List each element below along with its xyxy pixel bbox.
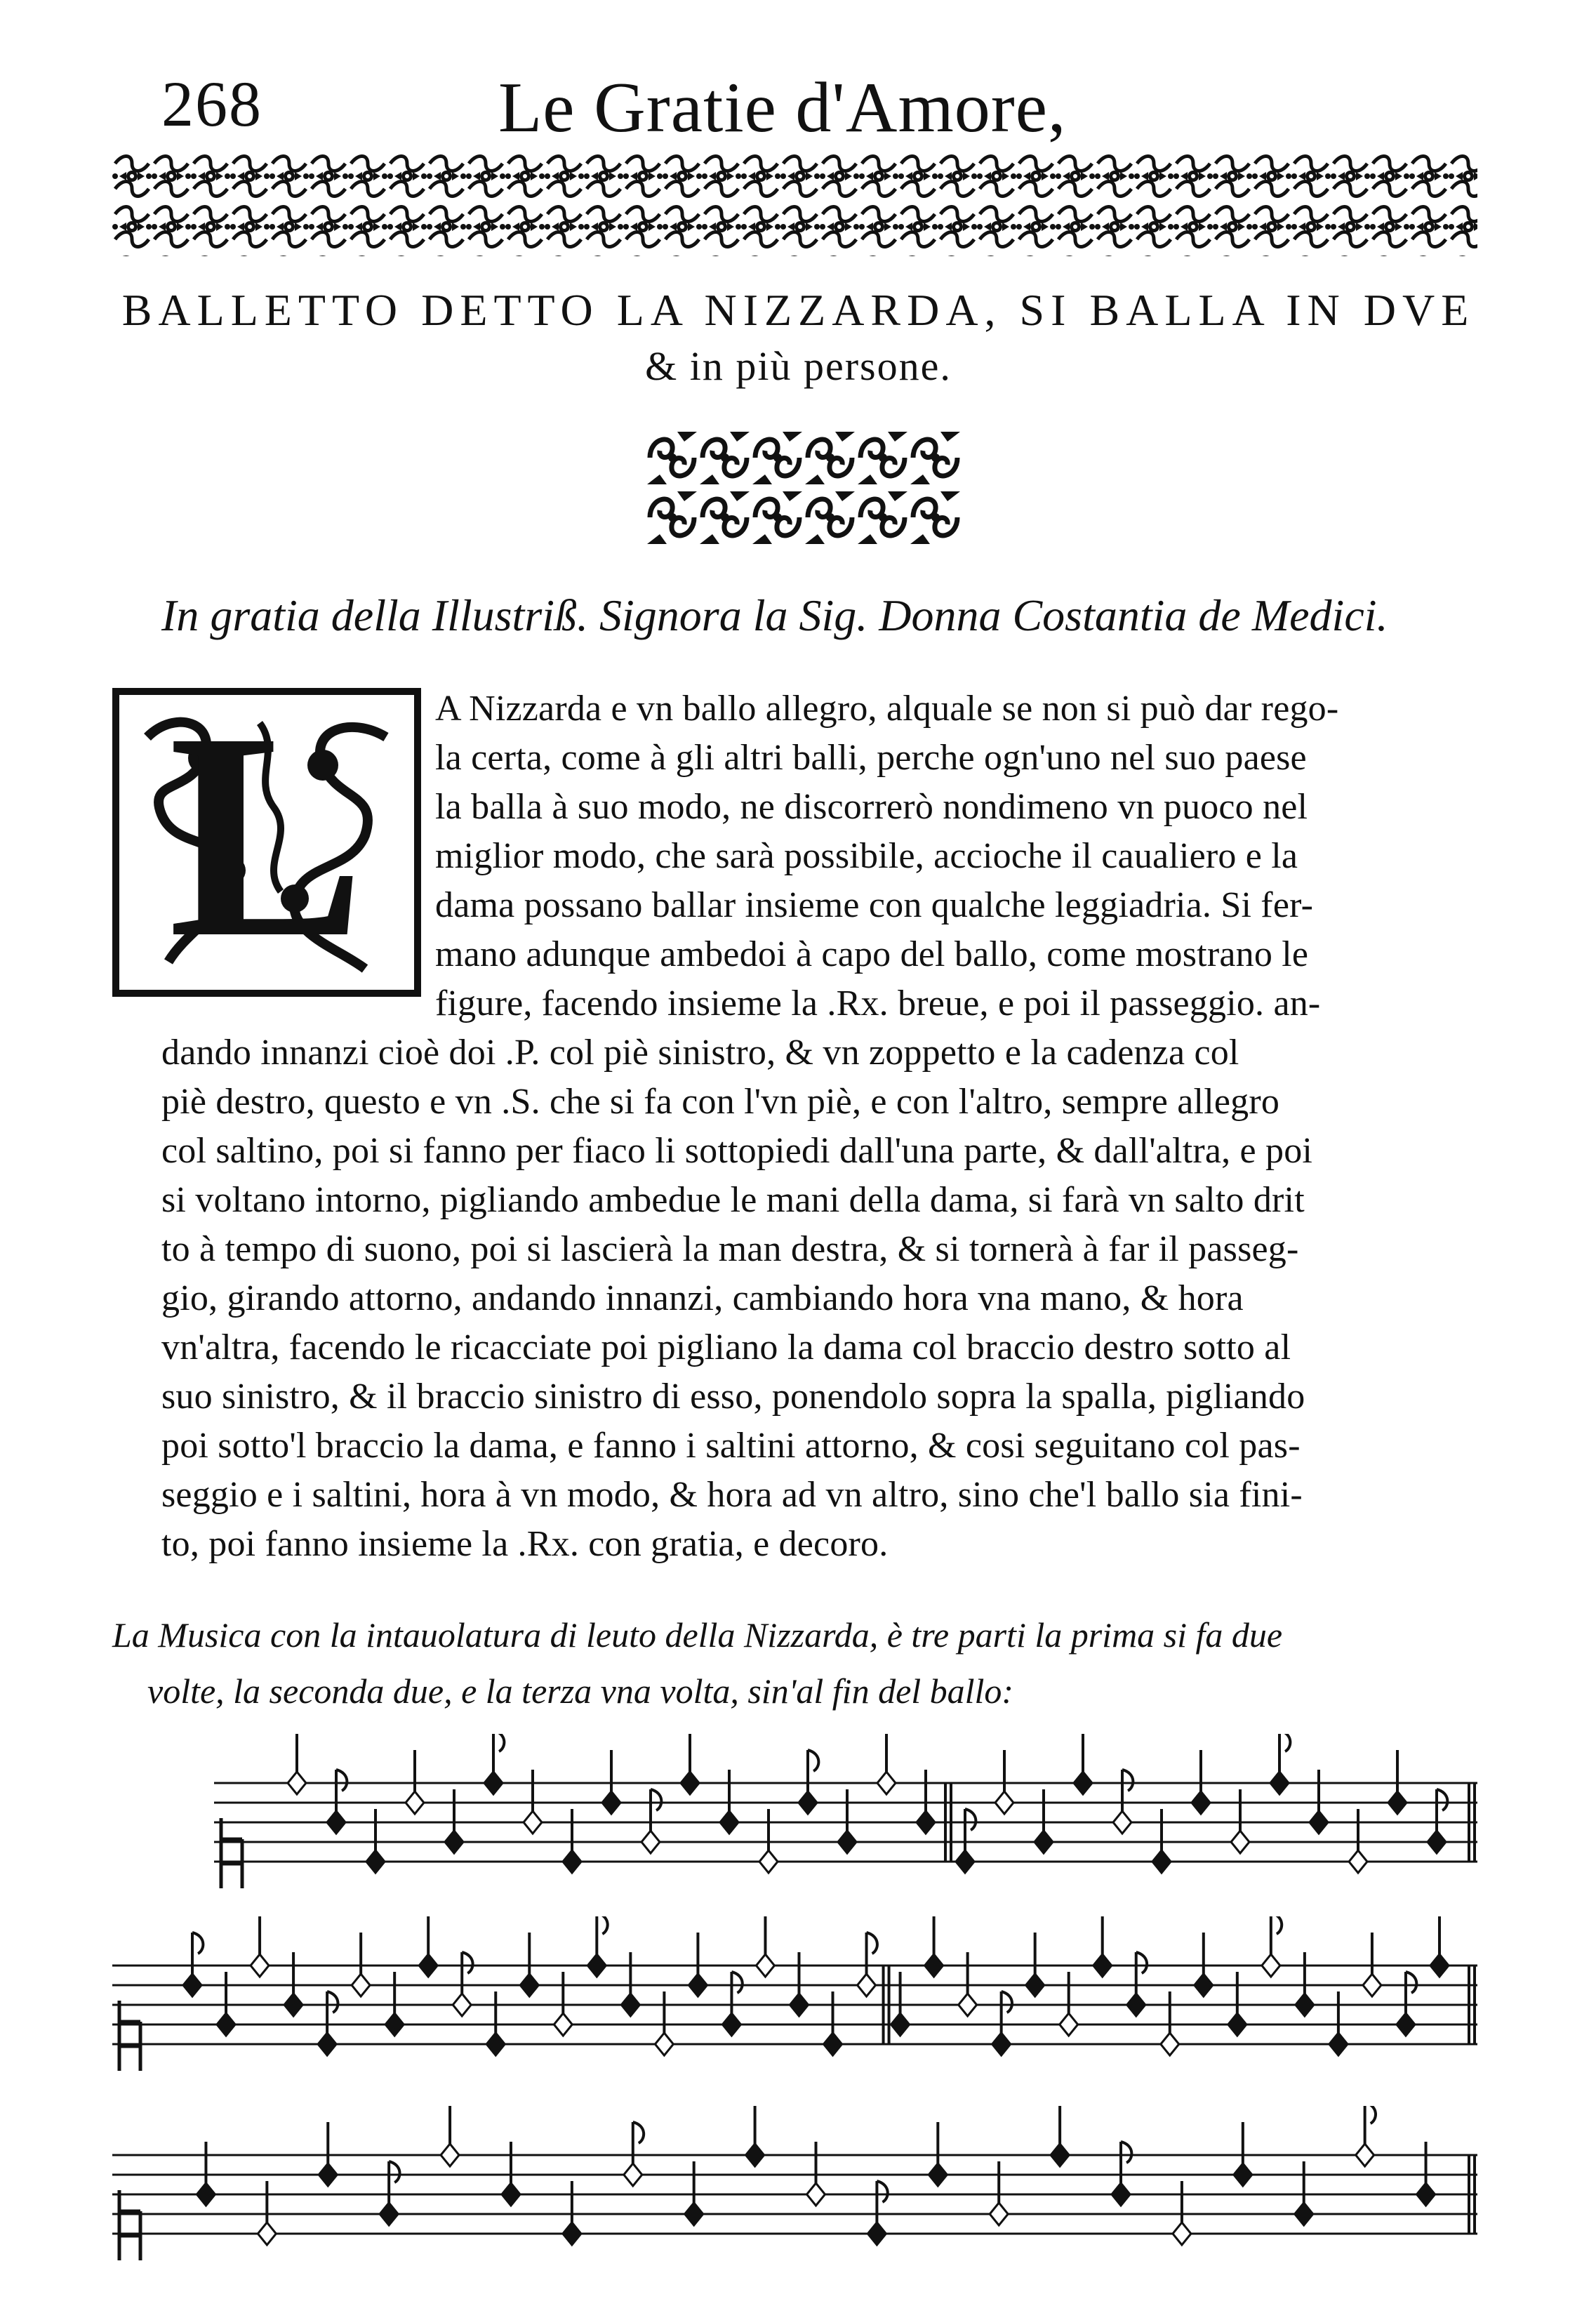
music-note <box>441 2144 459 2166</box>
note-flag <box>192 1933 203 1954</box>
music-note <box>689 1974 707 1996</box>
music-note <box>1356 2144 1374 2166</box>
page-number: 268 <box>161 68 262 140</box>
music-note <box>1310 1811 1328 1834</box>
music-note <box>1270 1772 1289 1794</box>
music-note <box>352 1974 370 1996</box>
music-note <box>1397 2013 1415 2036</box>
music-note <box>824 2033 842 2055</box>
music-note <box>1363 1974 1381 1996</box>
music-note <box>1192 1791 1210 1814</box>
body-line: to à tempo di suono, poi si lascierà la man destra, & si tornerà à far il passeg- <box>161 1229 1299 1269</box>
music-note <box>563 1850 581 1873</box>
music-note <box>1026 1974 1044 1996</box>
note-flag <box>633 2122 644 2143</box>
music-caption-line2: volte, la seconda due, e la terza vna volta, sin'al fin del ballo: <box>147 1671 1014 1711</box>
music-note <box>284 1994 302 2016</box>
music-staff-2 <box>112 1916 1477 2078</box>
decorated-initial <box>112 672 421 998</box>
body-line: miglior modo, che sarà possibile, accioche il caualiero e la <box>435 836 1298 876</box>
note-flag <box>1365 2106 1376 2123</box>
note-flag <box>336 1770 347 1791</box>
music-note <box>419 1954 437 1977</box>
music-note <box>790 1994 808 2016</box>
music-staff-1 <box>214 1734 1477 1895</box>
music-note <box>1127 1994 1145 2016</box>
music-note <box>554 2013 572 2036</box>
music-note <box>183 1974 201 1996</box>
music-note <box>327 1811 345 1834</box>
page-header <box>161 67 1481 147</box>
music-note <box>1234 2163 1252 2186</box>
music-note <box>563 2222 581 2245</box>
music-note <box>288 1772 306 1794</box>
music-note <box>917 1811 935 1834</box>
music-note <box>799 1791 817 1814</box>
music-note <box>1329 2033 1348 2055</box>
music-note <box>1113 1811 1131 1834</box>
music-note <box>621 1994 639 2016</box>
note-flag <box>877 2181 887 2202</box>
music-note <box>406 1791 424 1814</box>
body-line: la balla à suo modo, ne discorrerò nondimeno vn puoco nel <box>435 787 1308 827</box>
note-flag <box>1122 1770 1133 1791</box>
music-note <box>929 2163 947 2186</box>
music-note <box>380 2203 398 2225</box>
music-note <box>484 1772 503 1794</box>
music-note <box>1231 1831 1249 1853</box>
body-line: mano adunque ambedoi à capo del ballo, come mostrano le <box>435 934 1309 974</box>
music-note <box>838 1831 856 1853</box>
ballet-title: BALLETTO DETTO LA NIZZARDA, SI BALLA IN DVE <box>121 285 1475 335</box>
music-note <box>1295 2203 1313 2225</box>
body-line: poi sotto'l braccio la dama, e fanno i saltini attorno, & cosi seguitano col pas- <box>161 1426 1301 1466</box>
note-flag <box>1136 1952 1147 1973</box>
music-note <box>1296 1994 1314 2016</box>
music-note <box>486 2033 505 2055</box>
music-note <box>641 1831 660 1853</box>
note-flag <box>1437 1789 1447 1810</box>
music-note <box>1074 1772 1092 1794</box>
music-note <box>385 2013 404 2036</box>
music-note <box>502 2183 520 2206</box>
note-flag <box>867 1933 877 1954</box>
body-line: to, poi fanno insieme la .Rx. con gratia, e decoro. <box>161 1524 889 1564</box>
body-line: seggio e i saltini, hora à vn modo, & hora ad vn altro, sino che'l ballo sia fini- <box>161 1475 1303 1515</box>
music-note <box>925 1954 943 1977</box>
music-note <box>217 2013 235 2036</box>
ornamental-band <box>112 151 1477 256</box>
body-line: si voltano intorno, pigliando ambedue le mani della dama, si farà vn salto drit <box>161 1180 1305 1220</box>
clef-icon <box>221 1818 242 1888</box>
initial-letter: L <box>168 672 366 998</box>
music-note <box>587 1954 606 1977</box>
music-note <box>959 1994 977 2016</box>
music-note <box>524 1811 542 1834</box>
music-note <box>1388 1791 1407 1814</box>
note-flag <box>808 1750 818 1771</box>
body-line: col saltino, poi si fanno per fiaco li sottopiedi dall'una parte, & dall'altra, e poi <box>161 1131 1313 1171</box>
music-note <box>956 1850 974 1873</box>
body-line: suo sinistro, & il braccio sinistro di esso, ponendolo sopra la spalla, pigliando <box>161 1377 1305 1417</box>
music-note <box>1035 1831 1053 1853</box>
music-note <box>1417 2183 1435 2206</box>
note-flag <box>651 1789 661 1810</box>
music-note <box>807 2183 825 2206</box>
music-note <box>1228 2013 1246 2036</box>
music-note <box>1428 1831 1446 1853</box>
music-note <box>858 1974 876 1996</box>
music-note <box>746 2144 764 2166</box>
music-note <box>1093 1954 1112 1977</box>
music-note <box>1349 1850 1367 1873</box>
body-line: piè destro, questo e vn .S. che si fa con l'vn piè, e con l'altro, sempre allegro <box>161 1082 1280 1122</box>
body-line: dama possano ballar insieme con qualche leggiadria. Si fer- <box>435 885 1314 925</box>
running-title: Le Gratie d'Amore, <box>498 68 1067 147</box>
note-flag <box>1271 1916 1282 1934</box>
note-flag <box>965 1809 976 1830</box>
music-note <box>1060 2013 1078 2036</box>
music-note <box>891 2013 910 2036</box>
note-flag <box>1002 1991 1012 2013</box>
music-note <box>445 1831 463 1853</box>
music-note <box>720 1811 738 1834</box>
music-note <box>756 1954 774 1977</box>
note-flag <box>1406 1972 1416 1993</box>
body-line: figure, facendo insieme la .Rx. breue, e poi il passeggio. an- <box>435 983 1321 1023</box>
body-line: vn'altra, facendo le ricacciate poi pigliano la dama col braccio destro sotto al <box>161 1327 1291 1367</box>
music-note <box>1152 1850 1171 1873</box>
clef-icon <box>119 2190 140 2260</box>
music-note <box>1051 2144 1069 2166</box>
note-flag <box>389 2161 399 2182</box>
note-flag <box>1279 1734 1290 1751</box>
music-staff-3 <box>112 2106 1477 2267</box>
music-note <box>1112 2183 1130 2206</box>
music-note <box>681 1772 699 1794</box>
music-note <box>655 2033 673 2055</box>
music-note <box>685 2203 703 2225</box>
body-line: gio, girando attorno, andando innanzi, cambiando hora vna mano, & hora <box>161 1278 1244 1318</box>
dedication-line: In gratia della Illustriß. Signora la Sig. Donna Costantia de Medici. <box>161 590 1388 640</box>
music-note <box>722 2013 740 2036</box>
music-note <box>624 2163 642 2186</box>
music-note <box>319 2163 337 2186</box>
music-note <box>877 1772 896 1794</box>
music-note <box>251 1954 269 1977</box>
fleuron-ornament <box>646 428 962 548</box>
note-flag <box>327 1991 338 2013</box>
music-note <box>759 1850 778 1873</box>
music-note <box>197 2183 215 2206</box>
body-line: A Nizzarda e vn ballo allegro, alquale se non si può dar rego- <box>435 689 1339 729</box>
music-note <box>366 1850 385 1873</box>
music-note <box>1262 1954 1280 1977</box>
music-note <box>992 2033 1011 2055</box>
body-line: la certa, come à gli altri balli, perche ogn'uno nel suo paese <box>435 738 1307 778</box>
music-note <box>990 2203 1008 2225</box>
note-flag <box>731 1972 742 1993</box>
music-note <box>1195 1974 1213 1996</box>
note-flag <box>462 1952 472 1973</box>
music-note <box>258 2222 276 2245</box>
music-note <box>520 1974 538 1996</box>
music-note <box>995 1791 1013 1814</box>
ballet-subtitle: & in più persone. <box>645 343 952 389</box>
music-note <box>453 1994 471 2016</box>
note-flag <box>597 1916 607 1934</box>
music-note <box>1161 2033 1179 2055</box>
music-note <box>602 1791 620 1814</box>
clef-icon <box>119 2001 140 2071</box>
note-flag <box>493 1734 504 1751</box>
note-flag <box>1121 2142 1131 2163</box>
music-note <box>318 2033 336 2055</box>
music-note <box>1430 1954 1449 1977</box>
body-line: dando innanzi cioè doi .P. col piè sinistro, & vn zoppetto e la cadenza col <box>161 1033 1239 1073</box>
music-caption-line1: La Musica con la intauolatura di leuto della Nizzarda, è tre parti la prima si fa due <box>112 1615 1283 1655</box>
music-note <box>1173 2222 1191 2245</box>
music-note <box>867 2222 886 2245</box>
